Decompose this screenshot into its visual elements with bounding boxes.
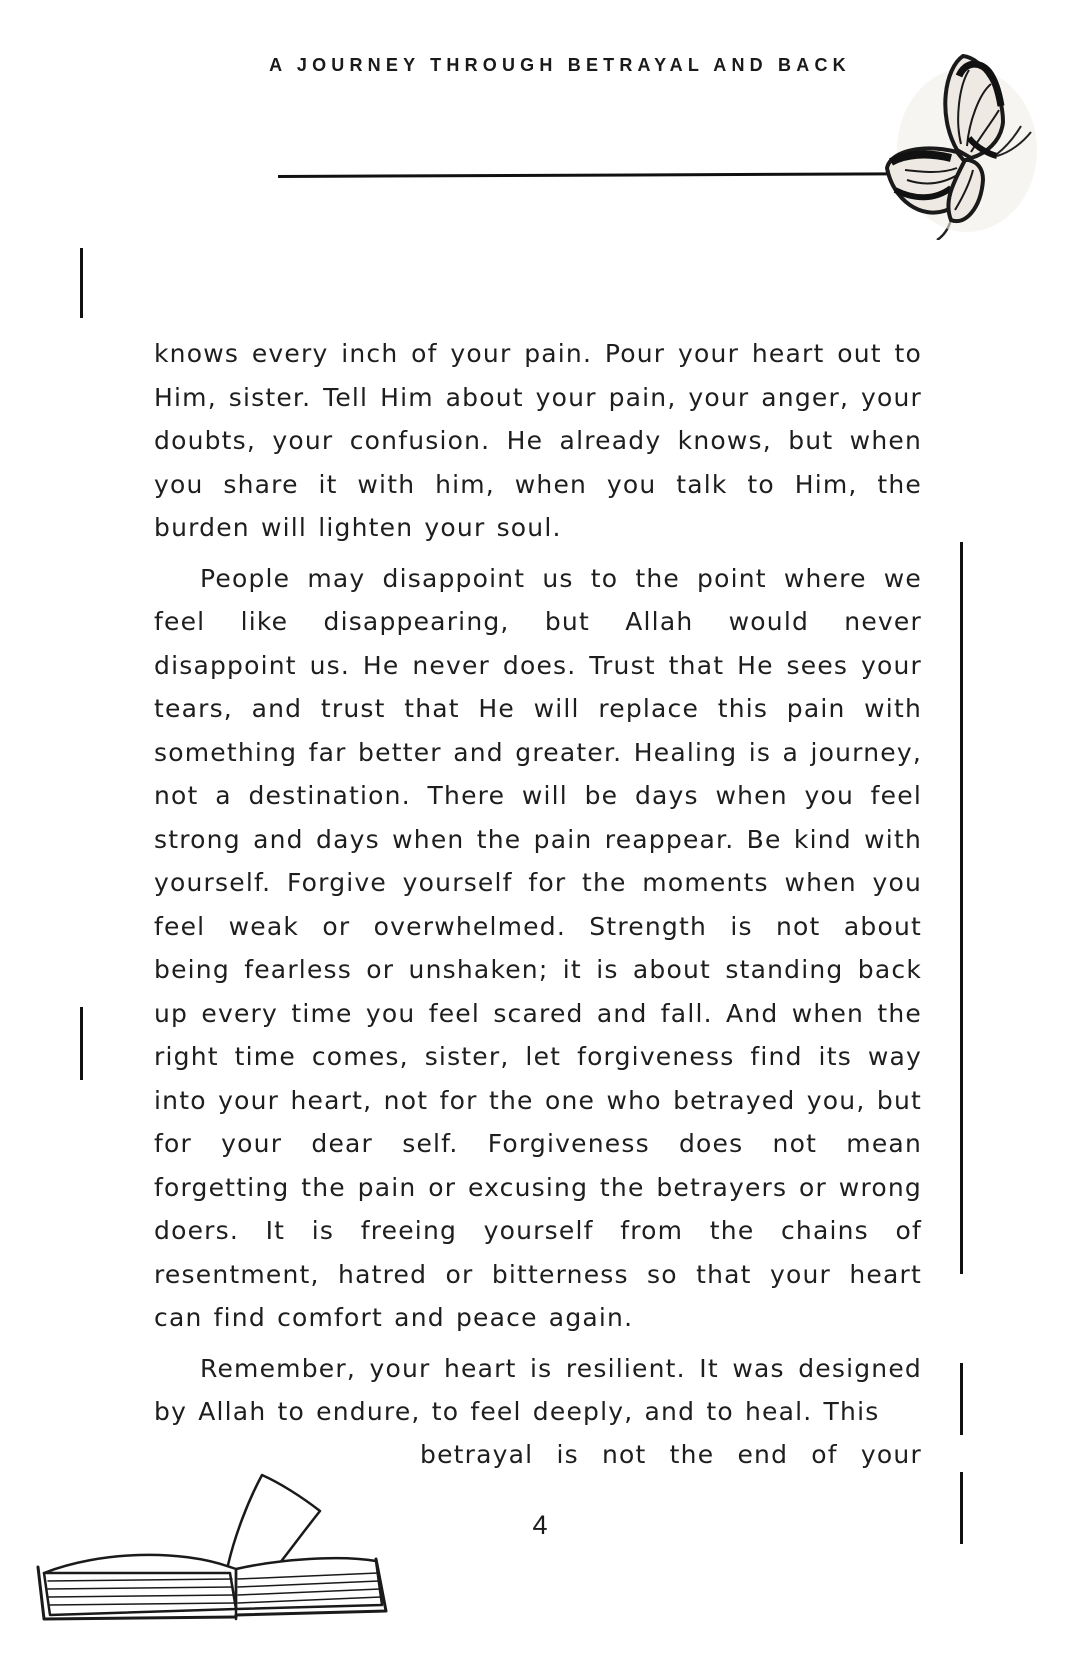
paragraph-last-line — [420, 1433, 922, 1477]
word: betrayal — [420, 1440, 534, 1469]
word: of — [811, 1440, 838, 1469]
word: the — [669, 1440, 715, 1469]
paragraph: People may disappoint us to the point where we feel like disappearing, but Allah would never disappoint us. He never does. Trust that He sees your tears, and trust that He will replace this pain with something far better and greater. Healing is a journey, not a destination. There will be days when you feel strong and days when the pain reappear. Be kind with yourself. Forgive yourself for the moments when you feel weak or overwhelmed. Strength is not about being fearless or unshaken; it is about standing back up every time you feel scared and fall. And when the right time comes, sister, let forgiveness find its way into your heart, not for the one who betrayed you, but for your dear self. Forgiveness does not mean forgetting the pain or excusing the betrayers or wrong doers. It is freeing yourself from the chains of resentment, hatred or bitterness so that your heart can find comfort and peace again. — [154, 563, 922, 1332]
open-book-icon — [30, 1455, 400, 1625]
margin-bar-right-long — [960, 542, 963, 1274]
margin-bar-right-short — [960, 1363, 963, 1435]
word: is — [556, 1440, 579, 1469]
margin-bar-left-middle — [80, 1007, 83, 1080]
word: not — [601, 1440, 647, 1469]
word: end — [737, 1440, 789, 1469]
butterfly-icon — [885, 50, 1045, 240]
paragraph-continued: knows every inch of your pain. Pour your heart out to Him, sister. Tell Him about your pain, your anger, your doubts, your confusion. He already knows, but when you share it with him, when you talk to Him, the burden will lighten your soul. — [154, 339, 922, 542]
running-header: A JOURNEY THROUGH BETRAYAL AND BACK — [269, 55, 851, 75]
paragraph: Remember, your heart is resilient. It was designed by Allah to endure, to feel deeply, and to heal. This — [154, 1353, 922, 1426]
page-number: 4 — [532, 1510, 548, 1540]
margin-bar-right-bottom — [960, 1472, 963, 1544]
margin-bar-left-top — [80, 248, 83, 318]
header-rule — [278, 172, 918, 178]
word: your — [860, 1440, 922, 1469]
body-text — [154, 332, 922, 1441]
